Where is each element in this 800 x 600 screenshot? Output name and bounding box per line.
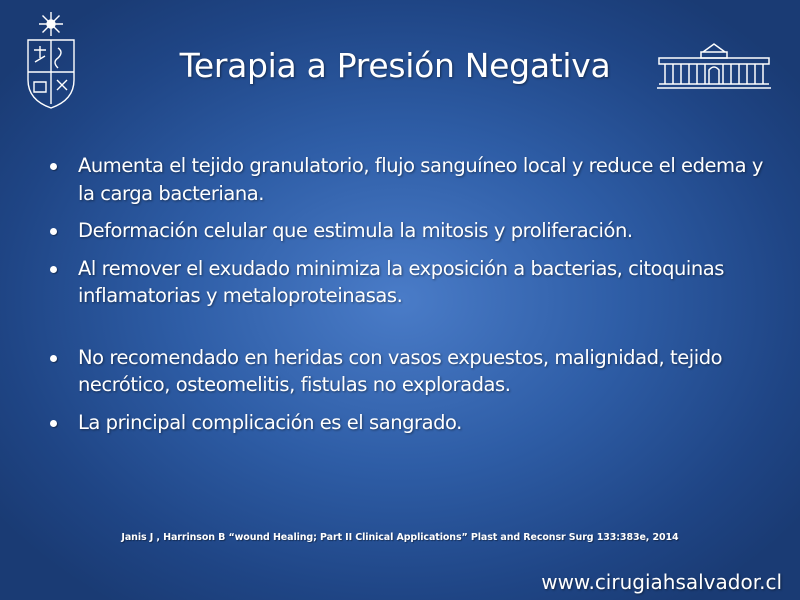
- bullet-dot: [50, 420, 57, 427]
- bullet-dot: [50, 266, 57, 273]
- hospital-building-icon: [655, 42, 773, 92]
- website-url: www.cirugiahsalvador.cl: [541, 570, 782, 594]
- bullet-item: [44, 152, 764, 207]
- bullet-dot: [50, 163, 57, 170]
- bullet-dot: [50, 228, 57, 235]
- bullet-text: Deformación celular que estimula la mitosis y proliferación.: [78, 219, 633, 242]
- bullet-text: Aumenta el tejido granulatorio, flujo sanguíneo local y reduce el edema y la carga bacteriana.: [78, 154, 763, 205]
- bullet-list: [44, 152, 764, 446]
- bullet-text: La principal complicación es el sangrado.: [78, 410, 462, 434]
- bullet-dot: [50, 355, 57, 362]
- bullet-text: Al remover el exudado minimiza la exposición a bacterias, citoquinas inflamatorias y metaloproteinasas.: [78, 256, 724, 307]
- bullet-item: [44, 409, 764, 437]
- bullet-item: [44, 217, 764, 245]
- reference-citation: Janis J , Harrinson B “wound Healing; Part II Clinical Applications” Plast and Reconsr Surg 133:383e, 2014: [121, 532, 679, 543]
- slide-title: Terapia a Presión Negativa: [179, 46, 611, 85]
- bullet-text: No recomendado en heridas con vasos expuestos, malignidad, tejido necrótico, osteomelitis, fistulas no exploradas.: [78, 345, 723, 396]
- bullet-item: [44, 255, 764, 310]
- bullet-item: [44, 344, 764, 399]
